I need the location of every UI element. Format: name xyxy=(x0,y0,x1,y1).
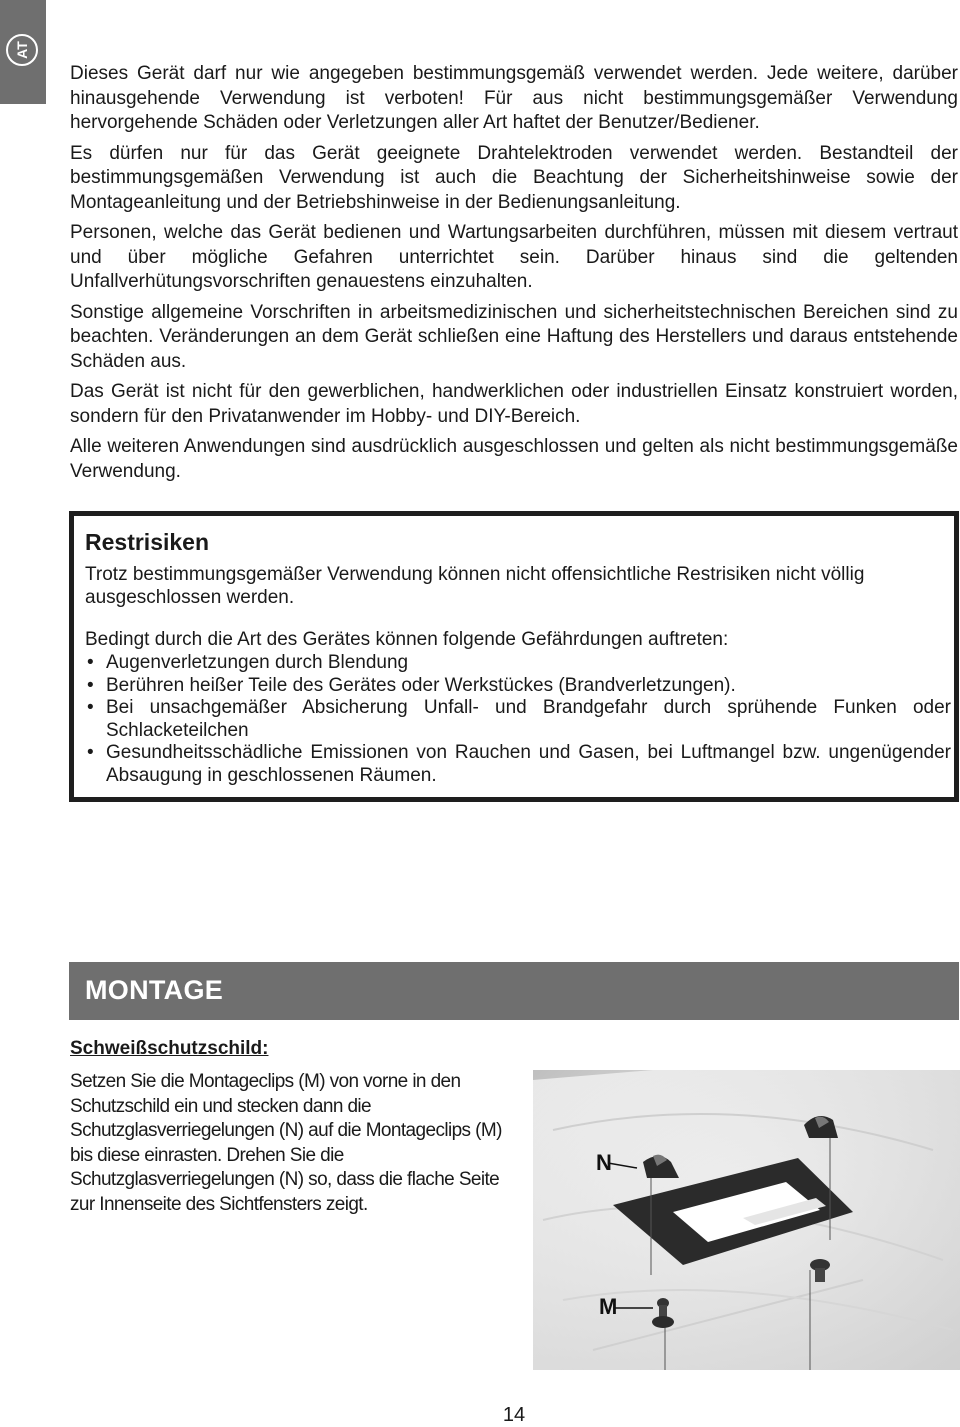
hazard-text: Gesundheitsschädliche Emissionen von Rauchen und Gasen, bei Luftmangel bzw. ungenügender Absaugung in geschlossenen Räumen. xyxy=(106,742,951,786)
intended-use-text xyxy=(70,62,958,490)
bullet-icon: • xyxy=(87,742,94,763)
hazard-list xyxy=(85,652,951,787)
hazard-item xyxy=(85,742,951,787)
paragraph-1: Dieses Gerät darf nur wie angegeben bestimmungsgemäß verwendet werden. Jede weitere, darüber hinausgehende Verwendung ist verboten! Für aus nicht bestimmungsgemäßer Verwendung hervorgehende Schäden oder Verletzungen aller Art haftet der Benutzer/Bediener. xyxy=(70,63,958,133)
bullet-icon: • xyxy=(87,674,94,696)
paragraph-3: Personen, welche das Gerät bedienen und Wartungsarbeiten durchführen, müssen mit diesem vertraut und über mögliche Gefahren unterrichtet sein. Darüber hinaus sind die geltenden Unfallverhütungsvorschriften genauestens einzuhalten. xyxy=(70,222,958,292)
montage-banner xyxy=(69,962,959,1020)
hazard-item xyxy=(85,697,951,742)
page-number: 14 xyxy=(502,1404,526,1426)
paragraph-5: Das Gerät ist nicht für den gewerblichen, handwerklichen oder industriellen Einsatz konstruiert worden, sondern für den Privatanwender im Hobby- und DIY-Bereich. xyxy=(70,381,958,427)
residual-risks-lead: Trotz bestimmungsgemäßer Verwendung können nicht offensichtliche Restrisiken nicht völlig ausgeschlossen werden. xyxy=(85,564,865,608)
welding-shield-heading: Schweißschutzschild: xyxy=(70,1038,269,1059)
assembly-figure xyxy=(533,1070,960,1370)
assembly-instructions: Setzen Sie die Montageclips (M) von vorne in den Schutzschild ein und stecken dann die Schutzglasverriegelungen (N) auf die Montageclips (M) bis diese einrasten. Drehen Sie die Schutzglasverriegelungen (N) so, dass die flache Seite zur Innenseite des Sichtfensters zeigt. xyxy=(70,1071,502,1215)
residual-risks-title: Restrisiken xyxy=(85,529,210,555)
paragraph-6: Alle weiteren Anwendungen sind ausdrücklich ausgeschlossen und gelten als nicht bestimmungsgemäße Verwendung. xyxy=(70,436,958,482)
hazard-item xyxy=(85,652,951,675)
bullet-icon: • xyxy=(87,652,94,673)
hazard-text: Augenverletzungen durch Blendung xyxy=(106,652,409,673)
montage-title: MONTAGE xyxy=(85,975,224,1005)
label-n: N xyxy=(596,1150,612,1175)
language-tab-label: AT xyxy=(14,41,30,59)
hazard-item xyxy=(85,675,951,698)
hazard-text: Bei unsachgemäßer Absicherung Unfall- und Brandgefahr durch sprühende Funken oder Schlacketeilchen xyxy=(106,697,951,741)
residual-risks-intro: Bedingt durch die Art des Gerätes können folgende Gefährdungen auftreten: xyxy=(85,629,729,650)
bullet-icon: • xyxy=(87,697,94,718)
hazard-text: Berühren heißer Teile des Gerätes oder Werkstückes (Brandverletzungen). xyxy=(106,674,736,696)
label-m: M xyxy=(599,1294,618,1319)
language-tab xyxy=(0,0,46,104)
residual-risks-box xyxy=(69,511,959,802)
paragraph-4: Sonstige allgemeine Vorschriften in arbeitsmedizinischen und sicherheitstechnischen Bereichen sind zu beachten. Veränderungen an dem Gerät schließen eine Haftung des Herstellers und daraus entstehende Schäden aus. xyxy=(70,301,958,372)
paragraph-2: Es dürfen nur für das Gerät geeignete Drahtelektroden verwendet werden. Bestandteil der bestimmungsgemäßen Verwendung ist auch die Beachtung der Sicherheitshinweise sowie der Montageanleitung und der Betriebshinweise in der Bedienungsanleitung. xyxy=(70,142,958,213)
welding-shield-illustration xyxy=(533,1070,960,1370)
